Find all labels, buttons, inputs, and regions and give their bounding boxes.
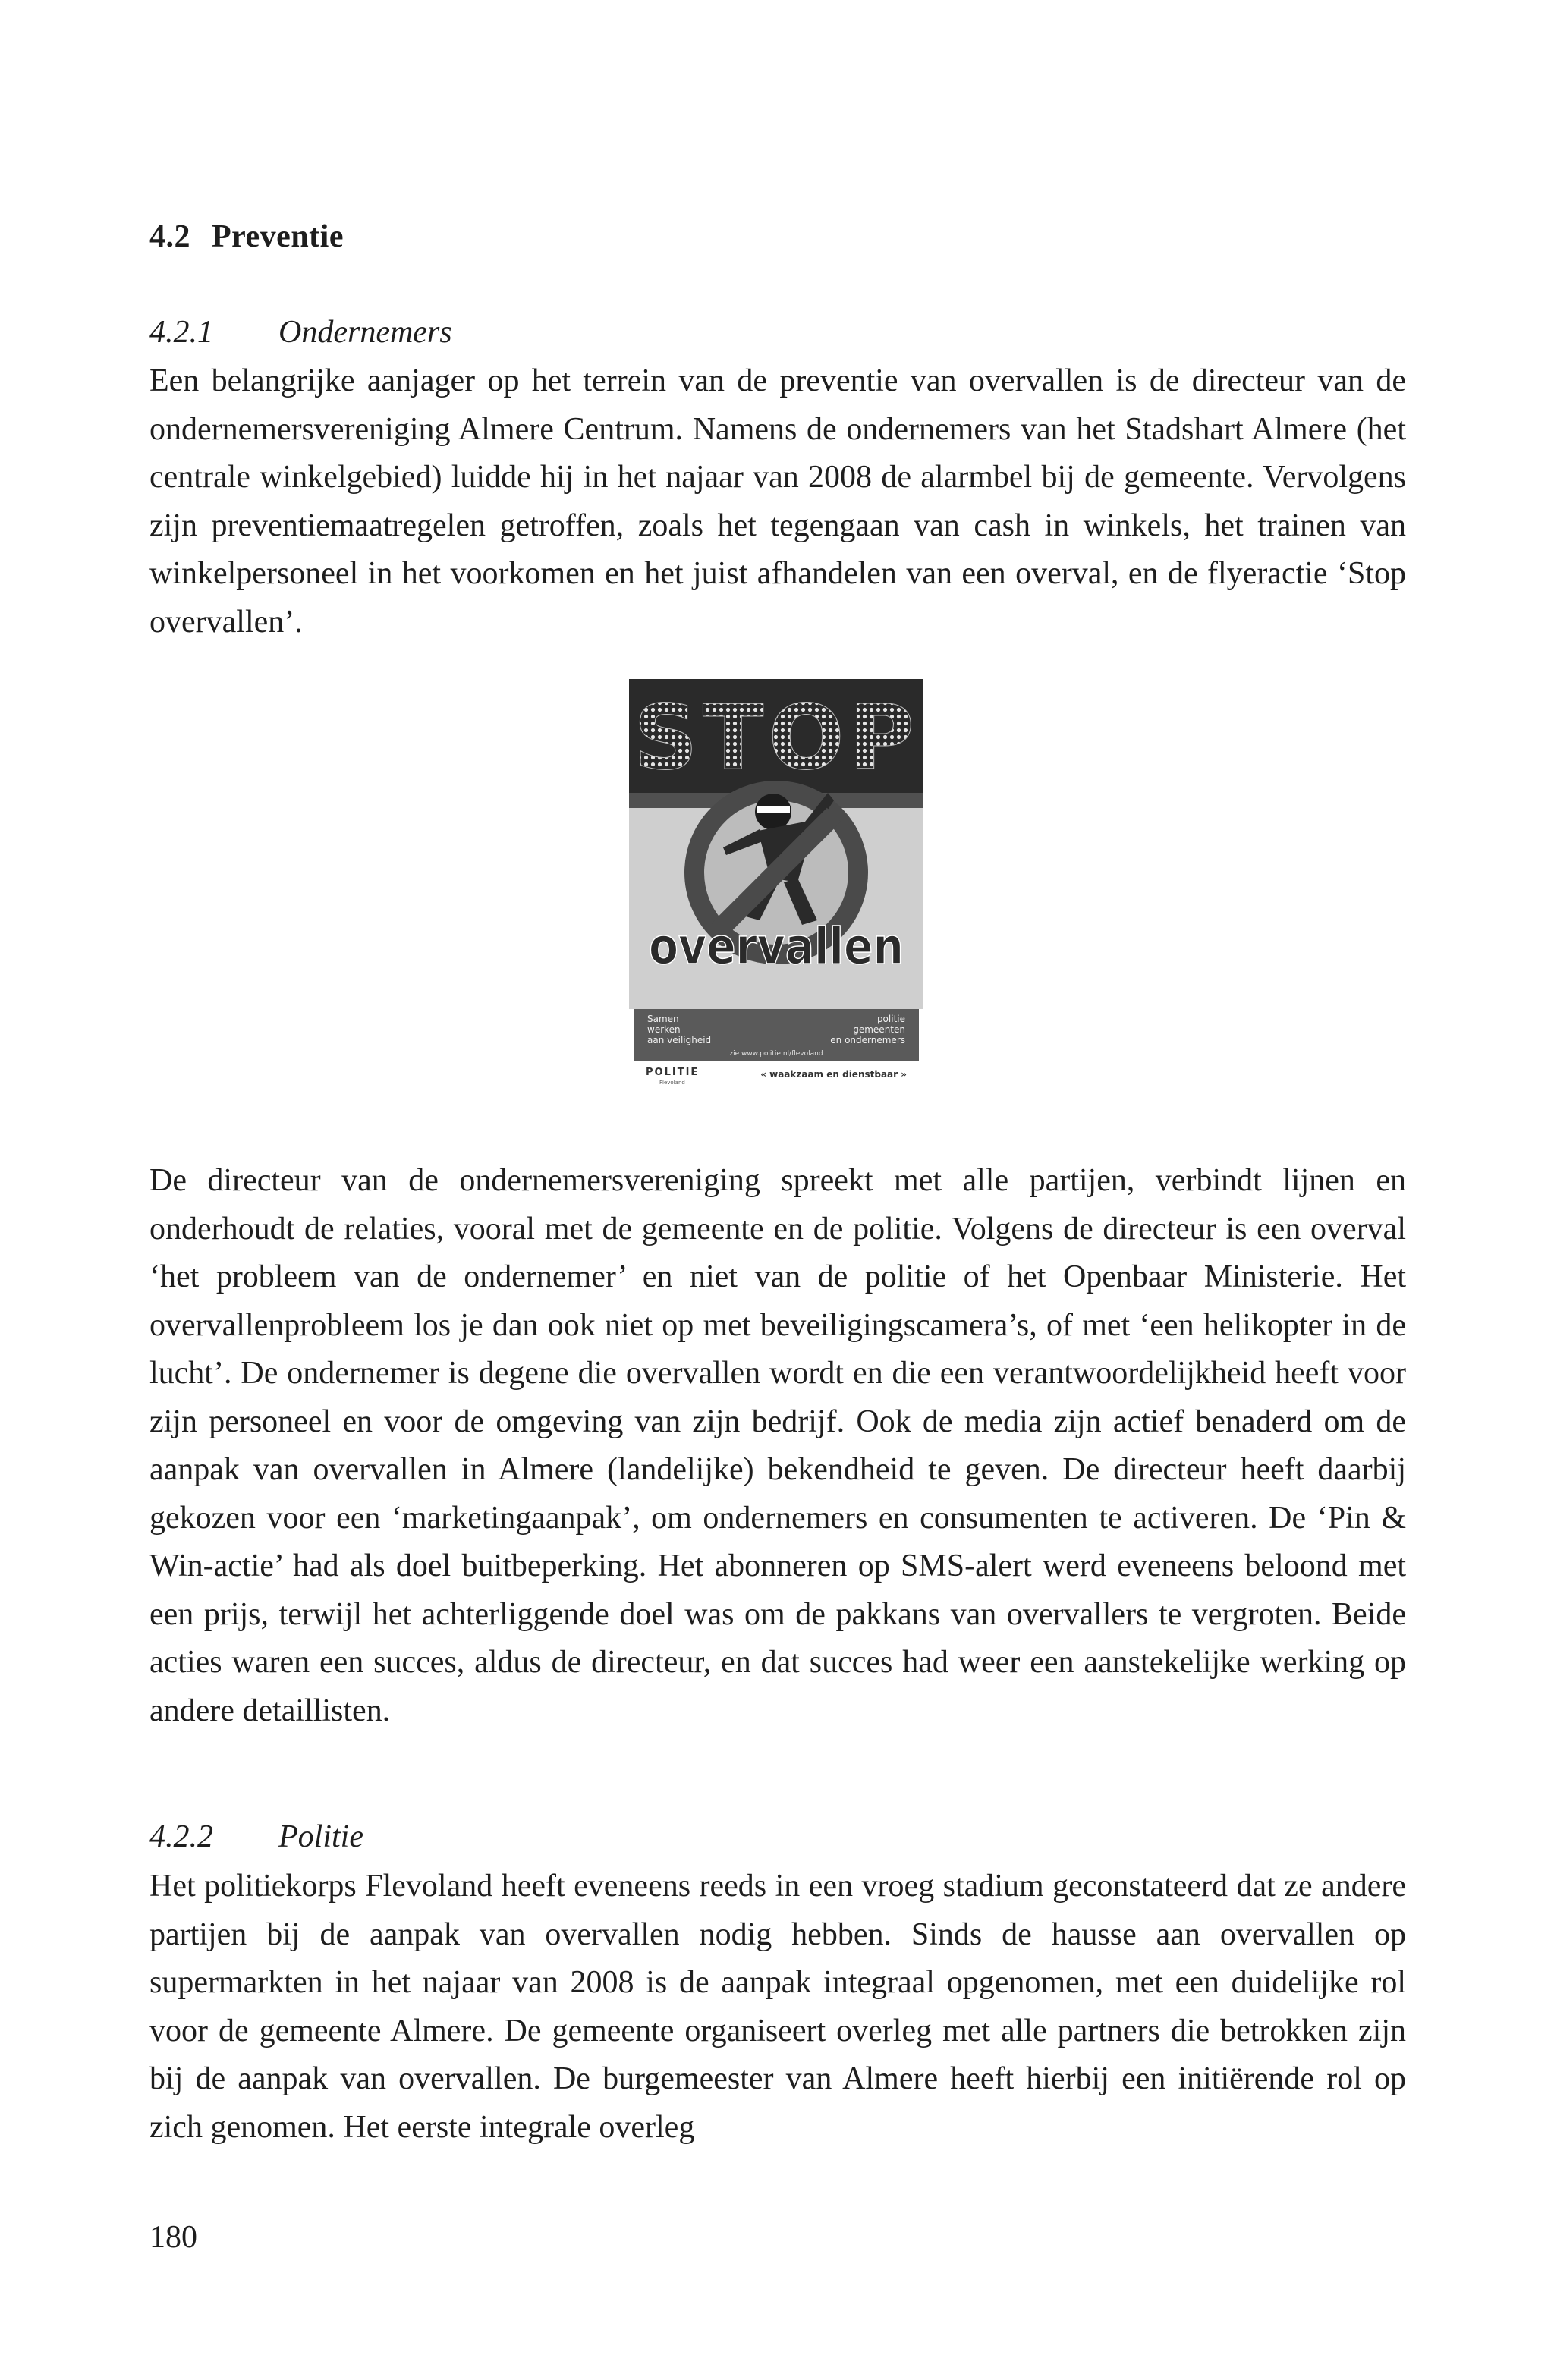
poster-left-line-3: aan veiligheid: [647, 1035, 712, 1045]
politie-logo-text: POLITIE: [646, 1067, 700, 1078]
section-heading: [149, 219, 344, 255]
section-title: Preventie: [212, 219, 344, 254]
subsection-number: 4.2.2: [149, 1819, 213, 1854]
subsection-number: 4.2.1: [149, 315, 213, 350]
poster-stop-text: STOP: [633, 685, 920, 790]
subsection-title: Ondernemers: [278, 315, 452, 350]
poster-right-line-1: politie: [876, 1014, 905, 1024]
poster-left-line-2: werken: [647, 1024, 681, 1035]
stop-overvallen-poster: [629, 679, 923, 1089]
poster-left-line-1: Samen: [647, 1014, 679, 1024]
paragraph-politie: Het politiekorps Flevoland heeft eveneens reeds in een vroeg stadium geconstateerd dat ze andere partijen bij de aanpak van overvallen nodig hebben. Sinds de hausse aan overvallen op supermarkten in het najaar van 2008 is de aanpak integraal opgenomen, met een duidelijke rol voor de gemeente Almere. De gemeente organiseert overleg met alle partners die betrokken zijn bij de aanpak van overvallen. De burgemeester van Almere heeft hierbij een initiërende rol op zich genomen. Het eerste integrale overleg: [149, 1869, 1406, 2145]
section-number: 4.2: [149, 219, 190, 254]
subsection-title: Politie: [278, 1819, 363, 1854]
poster-slogan: « waakzaam en dienstbaar »: [760, 1069, 907, 1080]
poster-overvallen-text: overvallen: [649, 917, 904, 976]
paragraph-directeur: De directeur van de ondernemersvereniging spreekt met alle partijen, verbindt lijnen en onderhoudt de relaties, vooral met de gemeente en de politie. Volgens de directeur is een overval ‘het probleem van de ondernemer’ en niet van de politie of het Openbaar Ministerie. Het overvallenprobleem los je dan ook niet op met beveiligingscamera’s, of met ‘een helikopter in de lucht’. De ondernemer is degene die overvallen wordt en die een verantwoordelijkheid heeft voor zijn personeel en voor de omgeving van zijn bedrijf. Ook de media zijn actief benaderd om de aanpak van overvallen in Almere (landelijke) bekendheid te geven. De directeur heeft daarbij gekozen voor een ‘marketingaanpak’, om ondernemers en consumenten te activeren. De ‘Pin & Win-actie’ had als doel buitbeperking. Het abonneren op SMS-alert werd eveneens beloond met een prijs, terwijl het achterliggende doel was om de pakkans van overvallers te vergroten. Beide acties waren een succes, aldus de directeur, en dat succes had weer een aanstekelijke werking op andere detaillisten.: [149, 1163, 1406, 1728]
subsection-heading-ondernemers: [149, 314, 452, 351]
paragraph-ondernemers: Een belangrijke aanjager op het terrein van de preventie van overvallen is de directeur van de ondernemersvereniging Almere Centrum. Namens de ondernemers van het Stadshart Almere (het centrale winkelgebied) luidde hij in het najaar van 2008 de alarmbel bij de gemeente. Vervolgens zijn preventiemaatregelen getroffen, zoals het tegengaan van cash in winkels, het trainen van winkelpersoneel in het voorkomen en het juist afhandelen van een overval, en de flyeractie ‘Stop overvallen’.: [149, 363, 1406, 640]
poster-right-line-2: gemeenten: [853, 1024, 905, 1035]
subsection-heading-politie: [149, 1819, 363, 1855]
poster-right-line-3: en ondernemers: [830, 1035, 905, 1045]
page-number: 180: [149, 2220, 197, 2255]
politie-region-text: Flevoland: [659, 1080, 685, 1086]
poster-url: zie www.politie.nl/flevoland: [729, 1050, 823, 1058]
